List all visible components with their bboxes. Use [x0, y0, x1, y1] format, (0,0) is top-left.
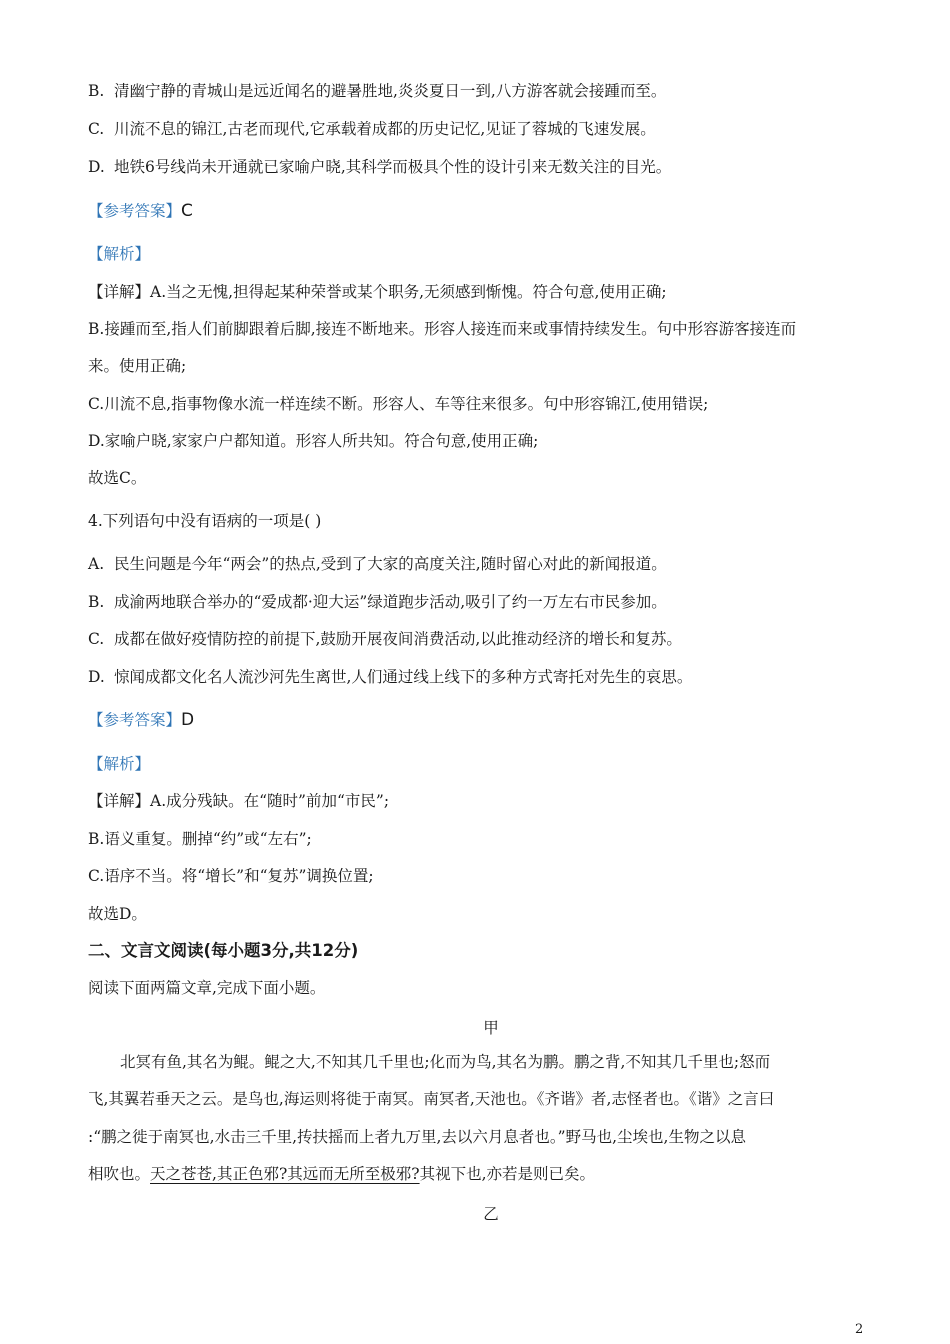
- q4-reference-answer: 【参考答案】D: [88, 710, 195, 730]
- q3-option-c: C. 川流不息的锦江,古老而现代,它承载着成都的历史记忆,见证了蓉城的飞速发展。: [88, 120, 656, 138]
- q4-detail-a: 【详解】A.成分残缺。在“随时”前加“市民”;: [88, 792, 390, 810]
- q3-detail-b-line2: 来。使用正确;: [88, 357, 187, 375]
- q4-option-b: B. 成渝两地联合举办的“爱成都·迎大运”绿道跑步活动,吸引了约一万左右市民参加。: [88, 593, 667, 611]
- section-title: 二、文言文阅读(每小题3分,共12分): [88, 941, 359, 960]
- q4-conclusion: 故选D。: [88, 905, 147, 923]
- underlined-sentence: 天之苍苍,其正色邪?其远而无所至极邪?: [150, 1165, 420, 1183]
- q3-detail-d: D.家喻户晓,家家户户都知道。形容人所共知。符合句意,使用正确;: [88, 432, 539, 450]
- page-number: 2: [855, 1322, 864, 1337]
- q4-stem: 4.下列语句中没有语病的一项是( ): [88, 512, 322, 530]
- passage-jia-line: 相吹也。天之苍苍,其正色邪?其远而无所至极邪?其视下也,亦若是则已矣。: [88, 1165, 596, 1183]
- passage-jia-line: :“鹏之徙于南冥也,水击三千里,抟扶摇而上者九万里,去以六月息者也。”野马也,尘埃也,生物之以息: [88, 1128, 746, 1146]
- q3-option-b: B. 清幽宁静的青城山是远近闻名的避暑胜地,炎炎夏日一到,八方游客就会接踵而至。: [88, 82, 667, 100]
- q4-option-a: A. 民生问题是今年“两会”的热点,受到了大家的高度关注,随时留心对此的新闻报道。: [88, 555, 667, 573]
- q4-option-d: D. 惊闻成都文化名人流沙河先生离世,人们通过线上线下的多种方式寄托对先生的哀思。: [88, 668, 693, 686]
- passage-yi-title: 乙: [483, 1205, 499, 1223]
- q4-detail-c: C.语序不当。将“增长”和“复苏”调换位置;: [88, 867, 374, 885]
- q3-reference-answer: 【参考答案】C: [88, 201, 193, 221]
- section-instruction: 阅读下面两篇文章,完成下面小题。: [88, 979, 326, 997]
- passage-jia-title: 甲: [483, 1019, 499, 1037]
- q3-conclusion: 故选C。: [88, 469, 147, 487]
- passage-jia-line: 北冥有鱼,其名为鲲。鲲之大,不知其几千里也;化而为鸟,其名为鹏。鹏之背,不知其几千里也;怒而: [120, 1053, 771, 1071]
- q4-detail-b: B.语义重复。删掉“约”或“左右”;: [88, 830, 312, 848]
- q3-option-d: D. 地铁6号线尚未开通就已家喻户晓,其科学而极具个性的设计引来无数关注的目光。: [88, 158, 672, 176]
- q3-analysis-label: 【解析】: [88, 245, 151, 263]
- q3-detail-a: 【详解】A.当之无愧,担得起某种荣誉或某个职务,无须感到惭愧。符合句意,使用正确;: [88, 283, 667, 301]
- passage-jia-line: 飞,其翼若垂天之云。是鸟也,海运则将徙于南冥。南冥者,天池也。《齐谐》者,志怪者也。《谐》之言曰: [88, 1090, 775, 1108]
- q4-analysis-label: 【解析】: [88, 755, 151, 773]
- q3-detail-c: C.川流不息,指事物像水流一样连续不断。形容人、车等往来很多。句中形容锦江,使用错误;: [88, 395, 709, 413]
- q4-option-c: C. 成都在做好疫情防控的前提下,鼓励开展夜间消费活动,以此推动经济的增长和复苏。: [88, 630, 682, 648]
- q3-detail-b-line1: B.接踵而至,指人们前脚跟着后脚,接连不断地来。形容人接连而来或事情持续发生。句中形容游客接连而: [88, 320, 797, 338]
